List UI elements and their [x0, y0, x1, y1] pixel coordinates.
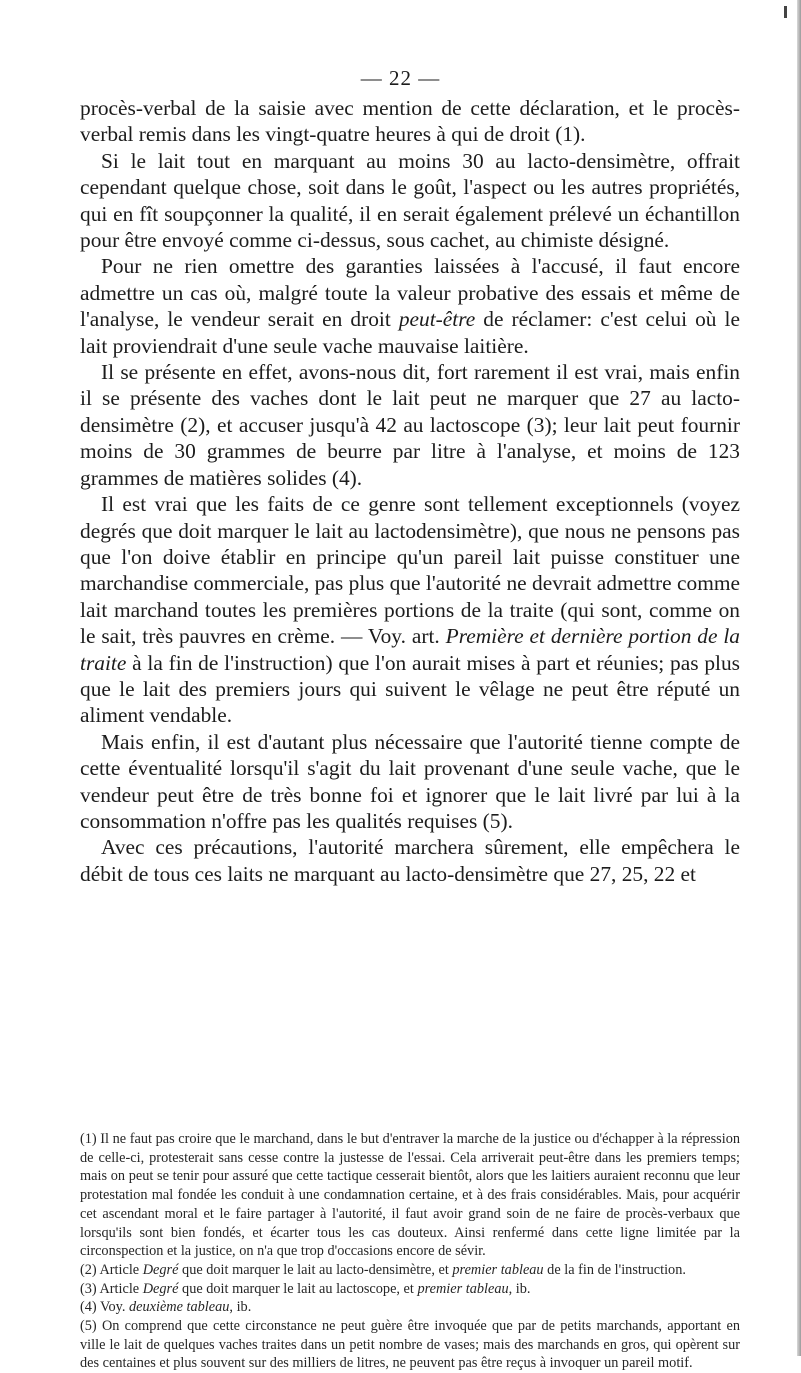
page-edge-shadow: [797, 0, 801, 1356]
footnote-2-italic-2: premier tableau: [452, 1261, 544, 1278]
paragraph-5: [80, 491, 740, 729]
paragraph-3-text-a: Pour ne rien omettre des garanties laissées à l'accusé, il faut encore admettre un cas où, malgré toute la valeur probative des essais et même de l'analyse, le vendeur serait en droit: [80, 254, 740, 332]
paragraph-3: [80, 253, 740, 359]
paragraph-5-text-a: Il est vrai que les faits de ce genre sont tellement exceptionnels (voyez degrés que doit marquer le lait au lactodensimètre), que nous ne pensons pas que l'on doive établir en principe qu'un pareil lait puisse constituer une marchandise commerciale, pas plus que l'autorité ne devrait admettre comme lait marchand toutes les premières portions de la traite (qui sont, comme on le sait, très pauvres en crème. — Voy. art.: [80, 492, 740, 649]
paragraph-7: Avec ces précautions, l'autorité marchera sûrement, elle empêchera le débit de tous ces laits ne marquant au lacto-densimètre que 27, 25, 22 et: [80, 835, 740, 886]
paragraph-5-text-b: à la fin de l'instruction) que l'on aurait mises à part et réunies; pas plus que le lait des premiers jours qui suivent le vêlage ne peut être réputé un aliment vendable.: [80, 650, 740, 728]
footnote-2: [80, 1261, 740, 1280]
page-edge-mark: [784, 6, 787, 18]
footnote-5: (5) On comprend que cette circonstance ne peut guère être invoquée que par de petits marchands, apportant en ville le lait de quelques vaches traites dans un petit nombre de vases; mais des marchands en gros, qui opèrent sur des centaines et plus souvent sur des milliers de litres, ne peuvent pas être reçus à invoquer un pareil motif.: [80, 1318, 740, 1372]
footnote-3-text-c: , ib.: [508, 1280, 531, 1297]
page-number: — 22 —: [360, 66, 441, 90]
footnote-2-text-c: de la fin de l'instruction.: [543, 1261, 686, 1278]
footnote-3-text-a: (3) Article: [80, 1280, 143, 1297]
footnote-3-text-b: que doit marquer le lait au lactoscope, et: [178, 1280, 418, 1297]
paragraph-5-italic: Première et dernière portion de la traite: [80, 624, 740, 675]
footnote-4-text-a: (4) Voy.: [80, 1299, 129, 1316]
paragraph-6: Mais enfin, il est d'autant plus nécessaire que l'autorité tienne compte de cette éventualité lorsqu'il s'agit du lait provenant d'une seule vache, que le vendeur peut être de très bonne foi et ignorer que le lait livré par lui à la consommation n'offre pas les qualités requises (5).: [80, 729, 740, 833]
paragraph-3-italic: peut-être: [398, 307, 476, 332]
main-text: [80, 95, 740, 887]
footnote-3-italic-1: Degré: [142, 1280, 179, 1297]
paragraph-1: procès-verbal de la saisie avec mention de cette déclaration, et le procès-verbal remis dans les vingt-quatre heures à qui de droit (1).: [80, 96, 740, 147]
footnotes: [80, 1130, 740, 1373]
footnote-1: (1) Il ne faut pas croire que le marchand, dans le but d'entraver la marche de la justice ou d'échapper à la répression de celle-ci, protesterait sans cesse contre la justesse de l'essai. Cela arriverait peut-être dans les premiers temps; mais on peut se tenir pour assuré que cette tactique cesserait bientôt, alors que les laitiers auraient reconnu que leur protestation mal fondée les conduit à une condamnation certaine, et à des frais considérables. Mais, pour acquérir cet ascendant moral et le faire partager à l'autorité, il faut avoir grand soin de ne faire de procès-verbaux que lorsqu'ils sont bien fondés, et écarter tous les cas douteux. Ainsi renfermé dans cette ligne limitée par la circonspection et la justice, on n'a que trop d'occasions encore de sévir.: [80, 1131, 740, 1260]
paragraph-2: Si le lait tout en marquant au moins 30 au lacto-densimètre, offrait cependant quelque chose, soit dans le goût, l'aspect ou les autres propriétés, qui en fît soupçonner la qualité, il en serait également prélevé un échantillon pour être envoyé comme ci-dessus, sous cachet, au chimiste désigné.: [80, 148, 740, 253]
footnote-4-text-b: , ib.: [229, 1299, 252, 1316]
footnote-3-italic-2: premier tableau: [417, 1280, 509, 1297]
paragraph-3-text-b: de réclamer: c'est celui où le lait proviendrait d'une seule vache mauvaise laitière.: [80, 307, 740, 358]
footnote-2-italic-1: Degré: [142, 1261, 179, 1278]
footnote-3: [80, 1280, 740, 1299]
footnote-2-text-a: (2) Article: [80, 1261, 143, 1278]
footnote-4-italic: deuxième tableau: [128, 1299, 230, 1316]
paragraph-4: Il se présente en effet, avons-nous dit, fort rarement il est vrai, mais enfin il se présente des vaches dont le lait peut ne marquer que 27 au lacto-densimètre (2), et accuser jusqu'à 42 au lactoscope (3); leur lait peut fournir moins de 30 grammes de beurre par litre à l'analyse, et moins de 123 grammes de matières solides (4).: [80, 360, 740, 490]
footnote-4: [80, 1298, 740, 1317]
footnote-2-text-b: que doit marquer le lait au lacto-densimètre, et: [178, 1261, 453, 1278]
